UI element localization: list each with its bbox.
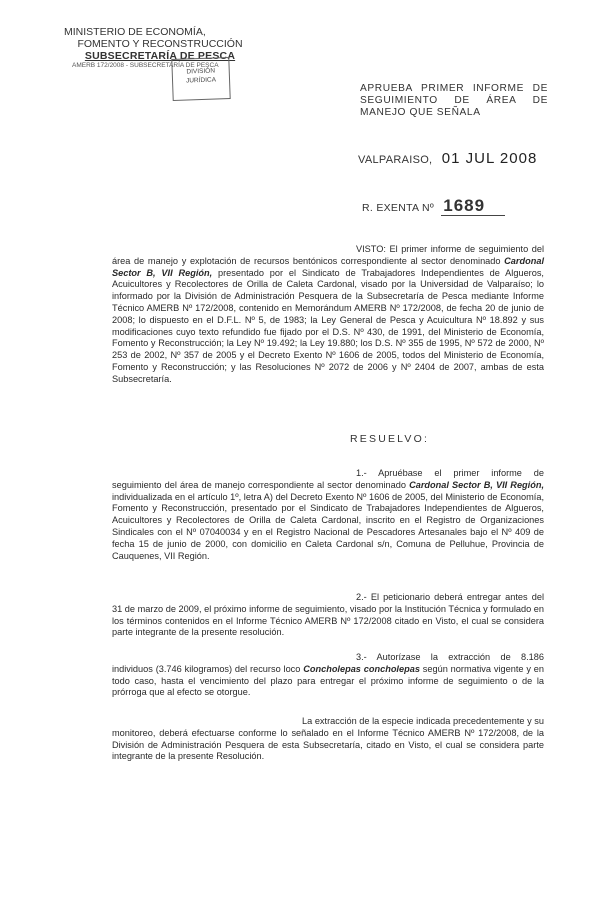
place-date: [358, 150, 537, 167]
division-stamp: [171, 57, 230, 101]
ministry-name-2: FOMENTO Y RECONSTRUCCIÓN: [77, 38, 243, 50]
reference-line: AMERB 172/2008 - SUBSECRETARÍA DE PESCA: [72, 62, 219, 69]
city: VALPARAISO,: [358, 154, 433, 166]
visto-lead: VISTO:: [356, 244, 386, 254]
ministry-name: MINISTERIO DE ECONOMÍA,: [64, 26, 206, 38]
stamp-line-1: DIVISIÓN: [186, 67, 216, 76]
paragraph-2: 2.- El peticionario deberá entregar antes del 31 de marzo de 2009, el próximo informe de seguimiento, visado por la Institución Técnica y formulado en los términos contenidos en el Informe Técnico AMERB Nº 172/2008 citado en Visto, el cual se considera parte integrante de la presente resolución.: [112, 592, 544, 638]
resuelvo-heading: RESUELVO:: [350, 433, 430, 445]
resolution-title: APRUEBA PRIMER INFORME DE SEGUIMIENTO DE ÁREA DE MANEJO QUE SEÑALA: [360, 83, 548, 118]
exenta-label: R. EXENTA Nº: [362, 202, 435, 214]
visto-paragraph: VISTO: El primer informe de seguimiento del área de manejo y explotación de recursos bentónicos correspondiente al sector denominado Cardonal Sector B, VII Región, presentado por el Sindicato de Trabajadores Independientes de Algueros, Acuicultores y Recolectores de Orilla de Caleta Cardonal, visado por la Universidad de Valparaíso; lo informado por la División de Administración Pesquera de la Subsecretaría de Pesca mediante Informe Técnico AMERB Nº 172/2008, contenido en Memorándum AMERB Nº 172/2008, de fecha 20 de junio de 2008; lo dispuesto en el D.F.L. Nº 5, de 1983; la Ley General de Pesca y Acuicultura Nº 18.892 y sus modificaciones cuyo texto refundido fue fijado por el D.S. Nº 430, de 1991, del Ministerio de Economía, Fomento y Reconstrucción; la Ley Nº 19.492; la Ley 19.880; los D.S. Nº 355 de 1995, Nº 572 de 2000, Nº 253 de 2002, Nº 357 de 2005 y el Decreto Exento Nº 1606 de 2005, todos del Ministerio de Economía, Fomento y Reconstrucción; y las Resoluciones Nº 2072 de 2006 y Nº 2404 de 2007, ambas de esta Subsecretaría.: [112, 244, 544, 384]
paragraph-3: 3.- Autorízase la extracción de 8.186 individuos (3.746 kilogramos) del recurso loco Concholepas concholepas según normativa vigente y en todo caso, hasta el vencimiento del plazo para entregar el próximo informe de seguimiento o de la prórroga que al efecto se otorgue.: [112, 652, 544, 698]
sector-name: Cardonal Sector B, VII Región,: [112, 255, 544, 278]
sector-name-2: Cardonal Sector B, VII Región,: [409, 479, 544, 490]
paragraph-4: La extracción de la especie indicada precedentemente y su monitoreo, deberá efectuarse conforme lo señalado en el Informe Técnico AMERB Nº 172/2008, de la División de Administración Pesquera de esta Subsecretaría, citado en Visto, el cual se considera parte integrante de la presente Resolución.: [112, 716, 544, 762]
undersecretariat-name: SUBSECRETARÍA DE PESCA: [84, 50, 236, 62]
letterhead: [60, 26, 260, 70]
stamp-line-2: JURÍDICA: [185, 76, 217, 85]
resolution-number: 1689: [441, 196, 505, 216]
species-name: Concholepas concholepas: [303, 663, 420, 674]
paragraph-1: 1.- Apruébase el primer informe de seguimiento del área de manejo correspondiente al sector denominado Cardonal Sector B, VII Región, individualizada en el artículo 1º, letra A) del Decreto Exento Nº 1606 de 2005, del Ministerio de Economía, Fomento y Reconstrucción, presentado por el Sindicato de Trabajadores Independientes de Algueros, Acuicultores y Recolectores de Orilla de Caleta Cardonal, inscrito en el Registro de Organizaciones Sindicales con el Nº 07040034 y en el Registro Nacional de Pescadores Artesanales bajo el Nº 409 de fecha 15 de junio de 2000, con domicilio en Caleta Cardonal s/n, Comuna de Pelluhue, Provincia de Cauquenes, VII Región.: [112, 468, 544, 561]
date-stamp: 01 JUL 2008: [441, 150, 538, 167]
exenta-number: [362, 196, 505, 216]
